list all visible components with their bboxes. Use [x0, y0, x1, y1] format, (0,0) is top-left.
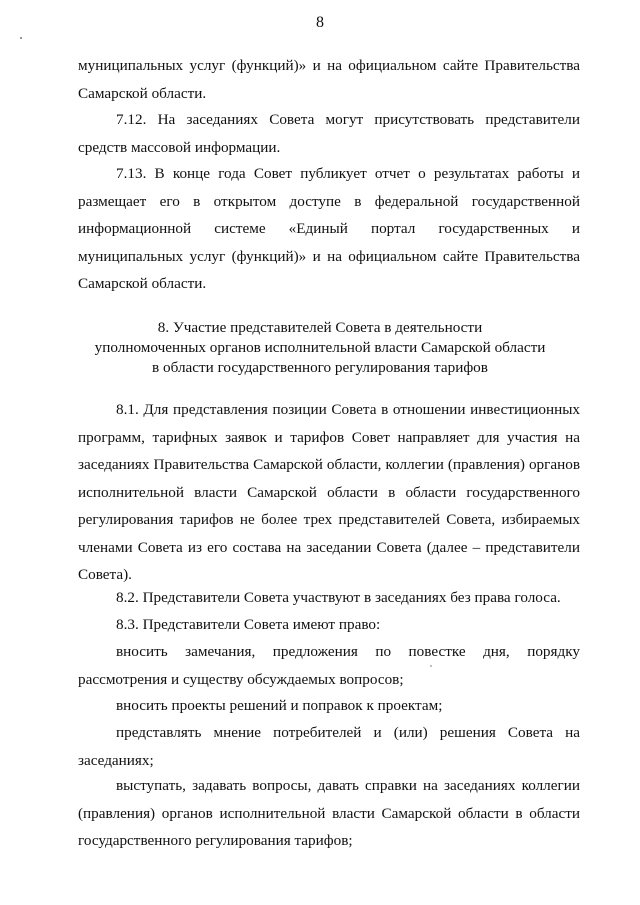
- heading-line: уполномоченных органов исполнительной власти Самарской области: [94, 339, 546, 356]
- text-line: 7.12. На заседаниях Совета могут присутствовать представители: [116, 111, 580, 128]
- paragraph-8-3-item-3: [78, 719, 580, 774]
- text-line: представлять мнение потребителей и (или) решения Совета на: [116, 724, 580, 741]
- section-heading: [60, 318, 580, 378]
- text-line: Самарской области.: [78, 84, 207, 102]
- paragraph-8-3: [78, 611, 580, 639]
- text-line: 7.13. В конце года Совет публикует отчет о результатах работы и: [116, 165, 580, 182]
- text-line: Самарской области.: [78, 275, 207, 292]
- text-line: членами Совета из его состава на заседании Совета (далее – представители: [78, 538, 580, 556]
- paragraph-prev-end: [78, 52, 580, 107]
- text-line: информационной системе «Единый портал государственных и: [78, 220, 580, 237]
- heading-line: 8. Участие представителей Совета в деятельности: [157, 319, 483, 336]
- text-line: государственного регулирования тарифов;: [78, 832, 353, 849]
- paragraph-7-13: [78, 160, 580, 298]
- paragraph-8-2: [78, 584, 580, 612]
- text-line: 8.3. Представители Совета имеют право:: [116, 616, 381, 633]
- text-line: средств массовой информации.: [78, 138, 281, 156]
- page-number: 8: [316, 14, 324, 31]
- text-line: вносить замечания, предложения по повестке дня, порядку: [116, 643, 580, 660]
- text-line: муниципальных услуг (функций)» и на официальном сайте Правительства: [78, 57, 580, 74]
- text-line: 8.2. Представители Совета участвуют в заседаниях без права голоса.: [116, 589, 561, 606]
- text-line: Совета).: [78, 566, 132, 583]
- paragraph-8-3-item-4: [78, 772, 580, 855]
- text-line: выступать, задавать вопросы, давать справки на заседаниях коллегии: [116, 777, 580, 794]
- text-line: рассмотрения и существу обсуждаемых вопросов;: [78, 670, 404, 688]
- paragraph-8-3-item-1: [78, 638, 580, 693]
- text-line: исполнительной власти Самарской области в области государственного: [78, 483, 580, 501]
- text-line: размещает его в открытом доступе в федеральной государственной: [78, 192, 580, 210]
- text-line: (правления) органов исполнительной власти Самарской области в области: [78, 804, 580, 822]
- heading-line: в области государственного регулирования тарифов: [152, 359, 488, 376]
- text-line: заседаниях Правительства Самарской области, коллегии (правления) органов: [78, 456, 580, 473]
- scan-speck: [20, 37, 22, 39]
- paragraph-8-3-item-2: [78, 692, 580, 720]
- text-line: регулирования тарифов не более трех представителей Совета, избираемых: [78, 511, 580, 528]
- text-line: 8.1. Для представления позиции Совета в отношении инвестиционных: [116, 401, 580, 418]
- paragraph-7-12: [78, 106, 580, 161]
- text-line: заседаниях;: [78, 751, 154, 769]
- text-line: вносить проекты решений и поправок к проектам;: [116, 697, 443, 714]
- paragraph-8-1: [78, 396, 580, 589]
- text-line: программ, тарифных заявок и тарифов Совет направляет для участия на: [78, 428, 580, 446]
- text-line: муниципальных услуг (функций)» и на официальном сайте Правительства: [78, 247, 580, 265]
